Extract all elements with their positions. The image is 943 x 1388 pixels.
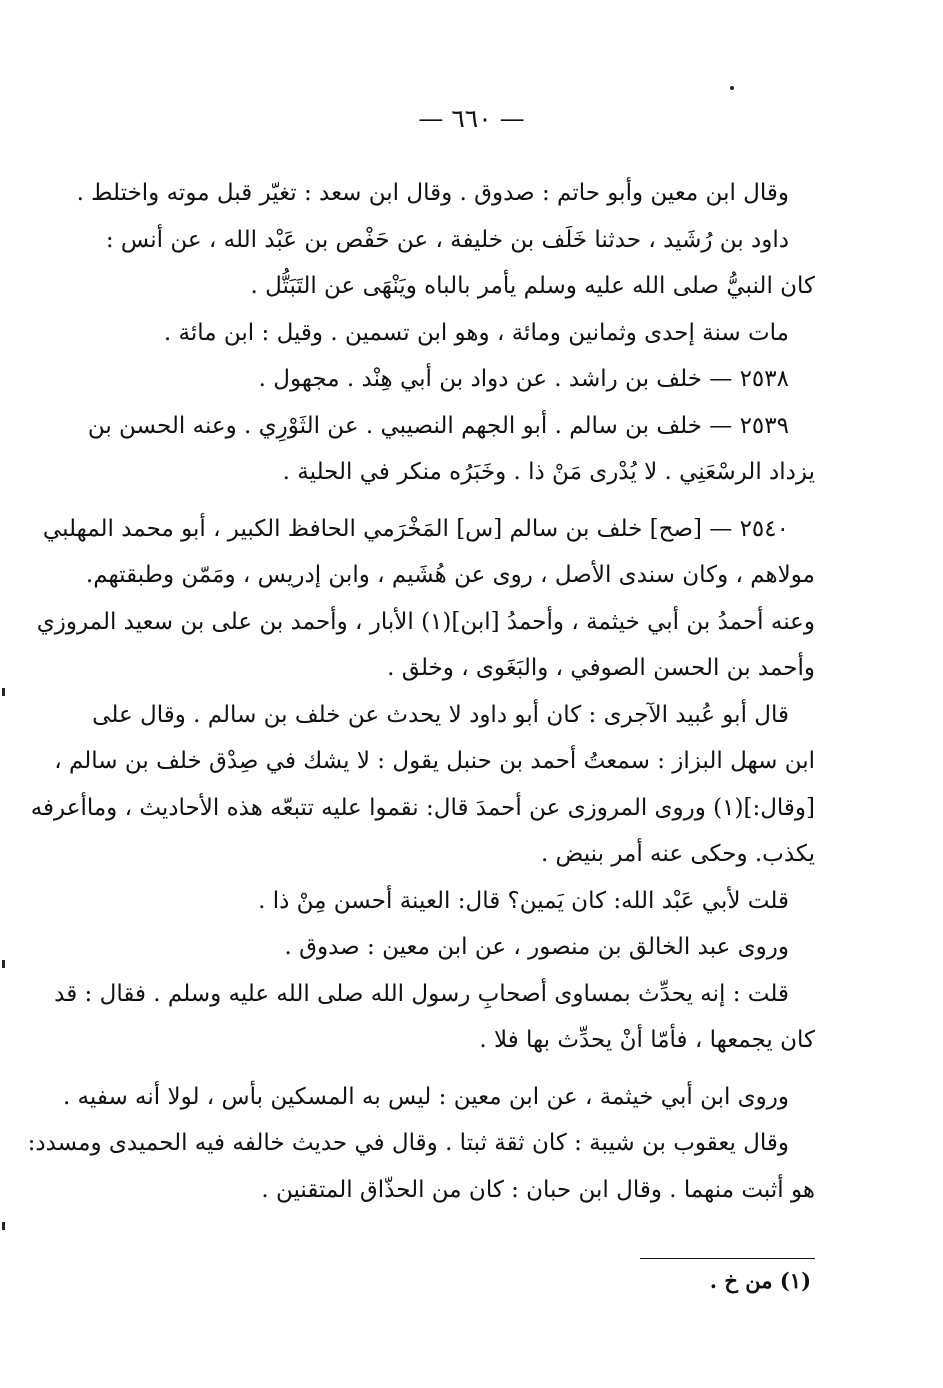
- text-line: قلت : إنه يحدِّث بمساوى أصحابِ رسول الله صلى الله عليه وسلم . فقال : قد: [54, 980, 789, 1007]
- text-line: كان يجمعها ، فأمّا أنْ يحدِّث بها فلا .: [479, 1027, 815, 1053]
- paragraph-gap: [125, 496, 815, 506]
- footnote-divider: [640, 1258, 815, 1259]
- text-line: قال أبو عُبيد الآجرى : كان أبو داود لا يحدث عن خلف بن سالم . وقال على: [92, 701, 789, 728]
- text-line: مات سنة إحدى وثمانين ومائة ، وهو ابن تسمين . وقيل : ابن مائة .: [163, 319, 789, 346]
- text-line: داود بن رُشَيد ، حدثنا خَلَف بن خليفة ، عن حَفْص بن عَبْد الله ، عن أنس :: [105, 226, 789, 253]
- entry-heading-line: ٢٥٣٩ — خلف بن سالم . أبو الجهم النصيبي . عن الثَوْرِي . وعنه الحسن بن: [87, 412, 789, 439]
- paragraph-gap: [125, 1064, 815, 1074]
- scan-speck: [730, 86, 734, 90]
- footnote: (١) من خ .: [709, 1268, 811, 1293]
- text-line: وأحمد بن الحسن الصوفي ، والبَغَوى ، وخلق .: [387, 655, 815, 681]
- body-text: [27, 170, 815, 1213]
- entry-heading-line: ٢٥٤٠ — [صح] خلف بن سالم [س] المَخْرَمي الحافظ الكبير ، أبو محمد المهلبي: [42, 515, 789, 542]
- text-line: يكذب. وحكى عنه أمر بنيض .: [540, 841, 815, 867]
- text-line: وروى عبد الخالق بن منصور ، عن ابن معين : صدوق .: [284, 934, 789, 960]
- scan-edge-mark: [2, 688, 5, 696]
- scan-edge-mark: [2, 1222, 5, 1230]
- page-number: — ٦٦٠ —: [418, 104, 525, 133]
- text-line: ٢٥٣٨ — خلف بن راشد . عن دواد بن أبي هِنْد . مجهول .: [258, 366, 789, 392]
- text-line: وعنه أحمدُ بن أبي خيثمة ، وأحمدُ [ابن](١) الأبار ، وأحمد بن على بن سعيد المروزي: [36, 608, 815, 635]
- text-line: وروى ابن أبي خيثمة ، عن ابن معين : ليس به المسكين بأس ، لولا أنه سفيه .: [62, 1083, 789, 1110]
- scan-edge-mark: [2, 960, 5, 968]
- text-line: وقال ابن معين وأبو حاتم : صدوق . وقال ابن سعد : تغيّر قبل موته واختلط .: [76, 180, 789, 206]
- text-line: كان النبيُّ صلى الله عليه وسلم يأمر بالباه ويَنْهَى عن التَبَتُّل .: [250, 273, 815, 299]
- text-line: ابن سهل البزاز : سمعتُ أحمد بن حنبل يقول : لا يشك في صِدْق خلف بن سالم ،: [54, 748, 815, 774]
- text-line: مولاهم ، وكان سندى الأصل ، روى عن هُشَيم ، وابن إدريس ، ومَمّن وطبقتهم.: [85, 562, 815, 588]
- text-line: هو أثبت منهما . وقال ابن حبان : كان من الحذّاق المتقنين .: [261, 1176, 815, 1203]
- text-line: قلت لأبي عَبْد الله: كان يَمين؟ قال: العينة أحسن مِنْ ذا .: [258, 887, 789, 914]
- text-line: يزداد الرسْعَنِي . لا يُدْرى مَنْ ذا . وخَبَرُه منكر في الحلية .: [282, 459, 815, 485]
- text-line: وقال يعقوب بن شيبة : كان ثقة ثبتا . وقال في حديث خالفه فيه الحميدى ومسدد:: [27, 1130, 789, 1156]
- text-line: [وقال:](١) وروى المروزى عن أحمدَ قال: نقموا عليه تتبعّه هذه الأحاديث ، وماأعرفه: [30, 794, 815, 821]
